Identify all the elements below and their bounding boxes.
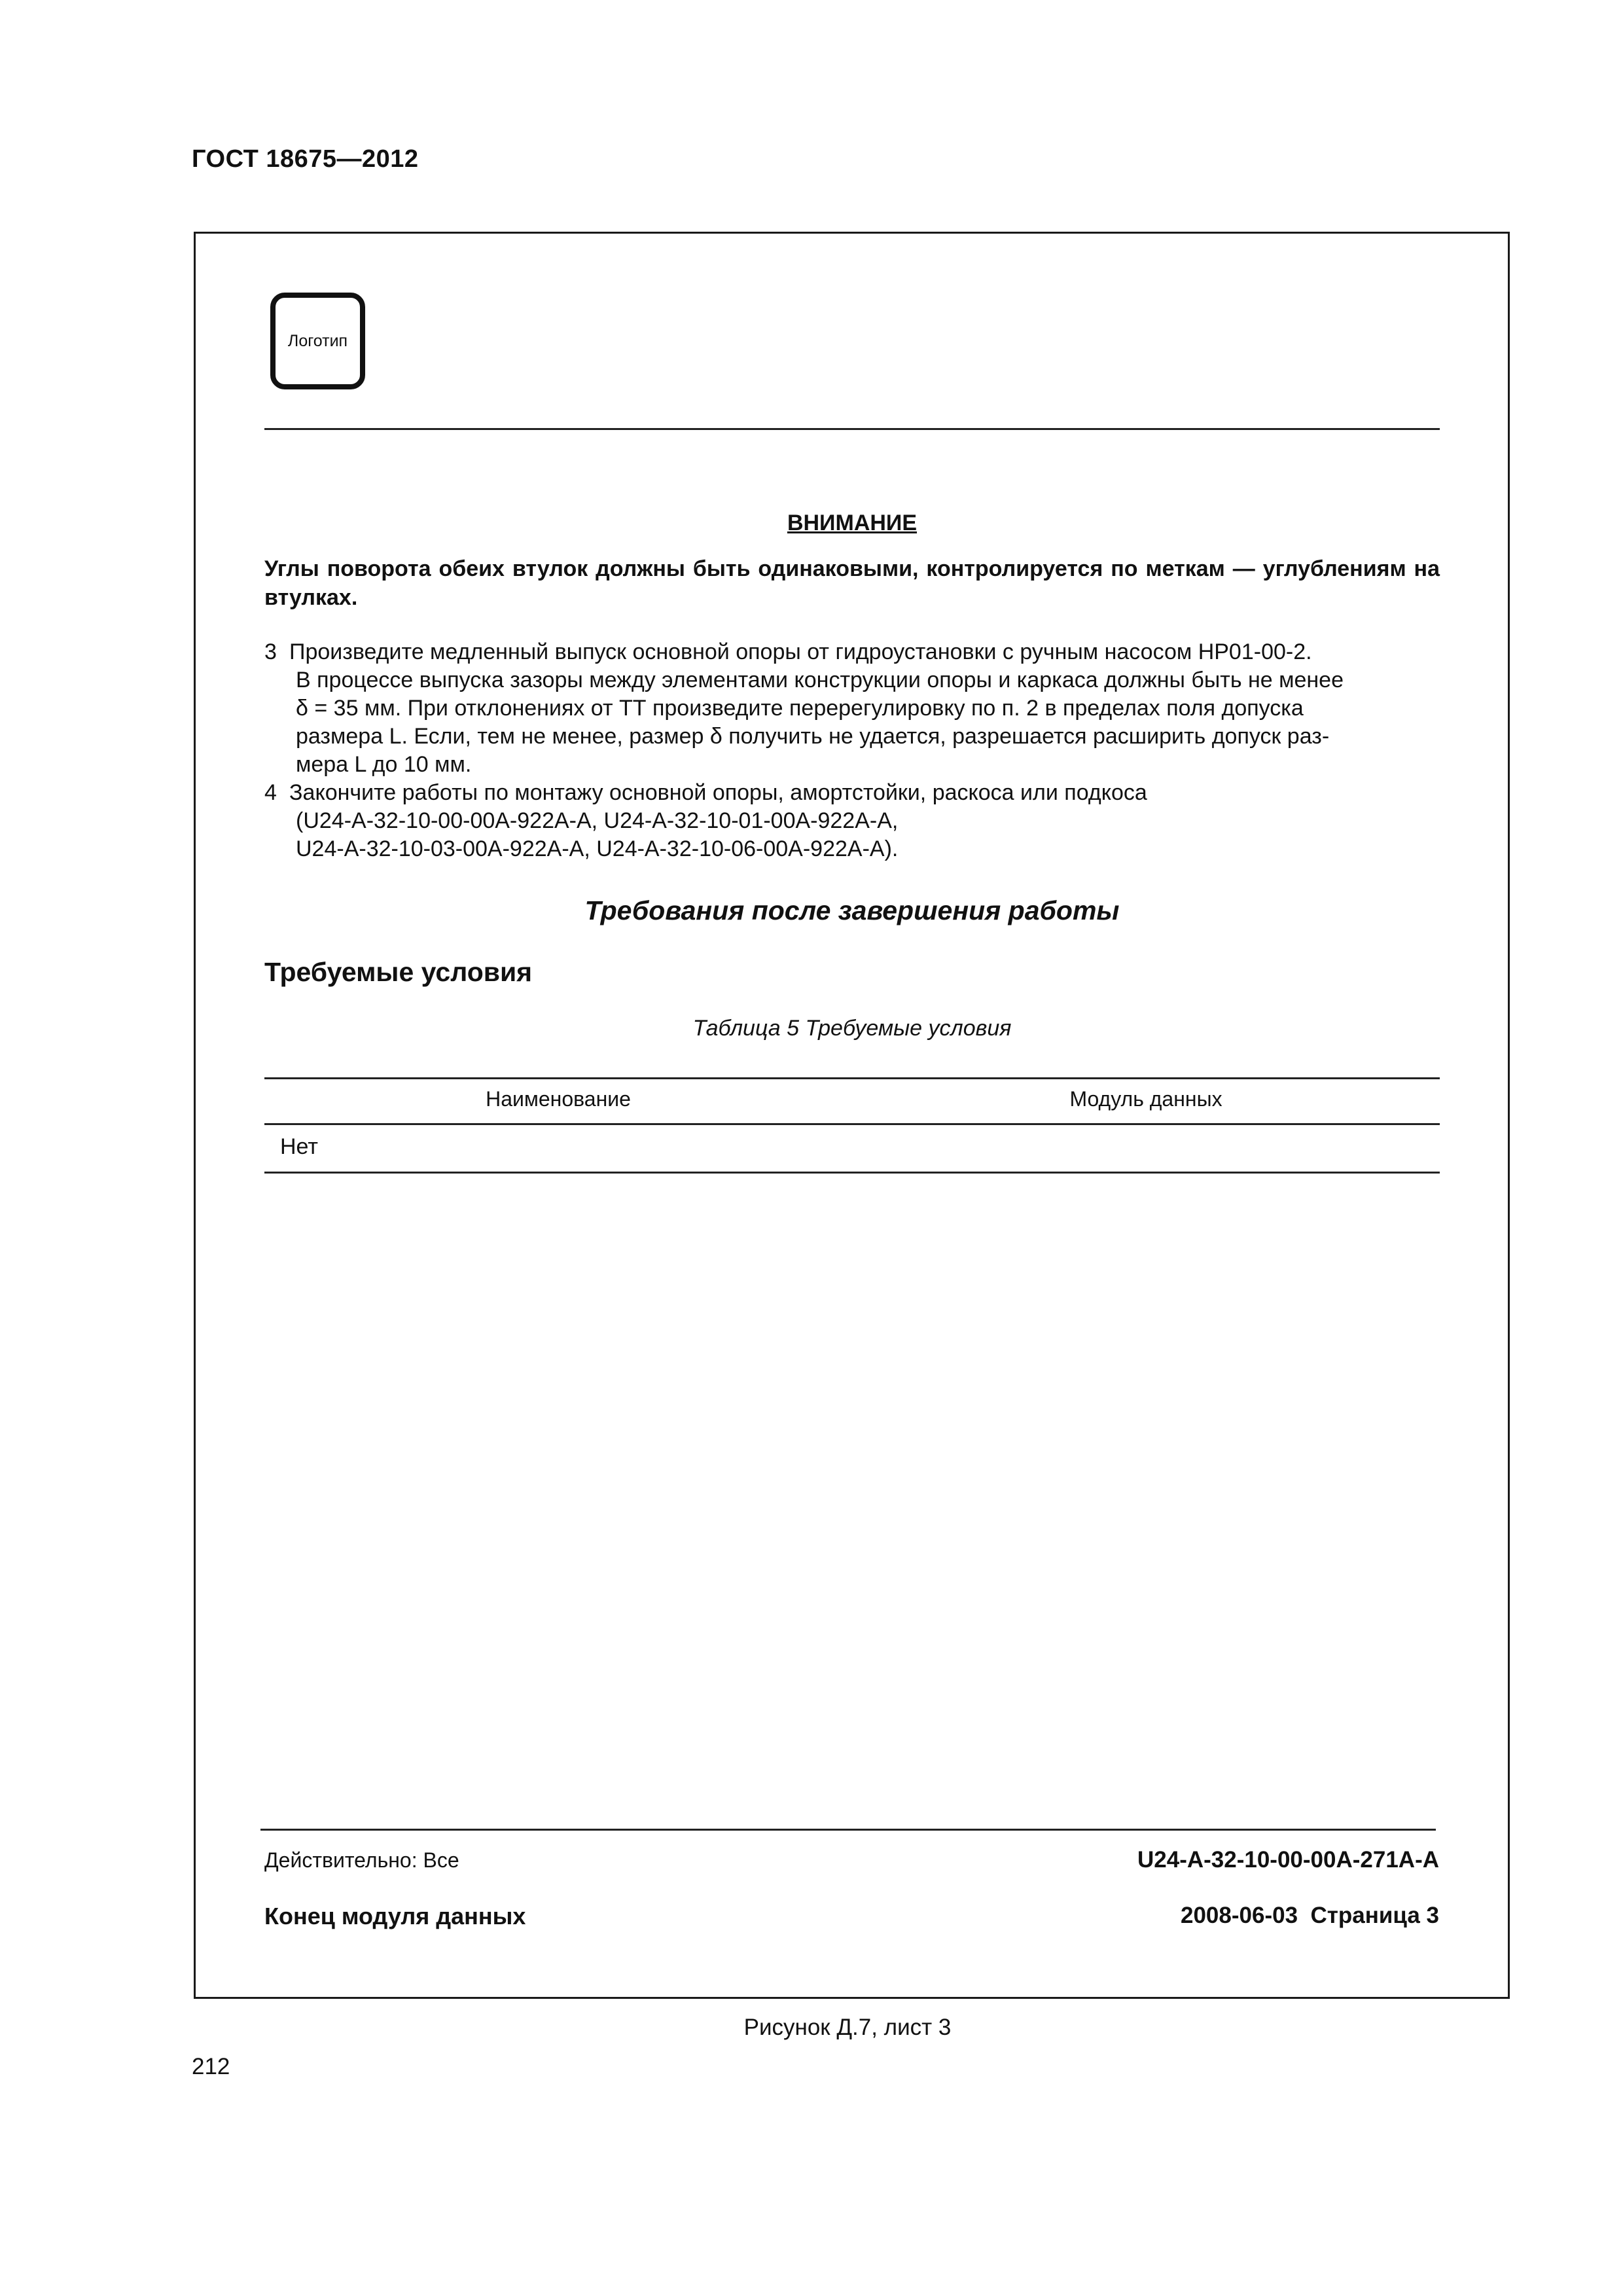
step-line: (U24-A-32-10-00-00A-922A-A, U24-A-32-10-01-00A-922A-A, bbox=[296, 808, 899, 833]
step-number: 4 bbox=[264, 780, 277, 805]
table-cell: Нет bbox=[280, 1134, 318, 1159]
table-caption: Таблица 5 Требуемые условия bbox=[692, 1016, 1012, 1041]
page-number: 212 bbox=[192, 2054, 230, 2079]
step-line: Произведите медленный выпуск основной опоры от гидроустановки с ручным насосом НР01-00-2. bbox=[289, 639, 1312, 664]
subheading: Требуемые условия bbox=[264, 957, 533, 987]
step-number: 3 bbox=[264, 639, 277, 664]
section-title: Требования после завершения работы bbox=[584, 895, 1120, 925]
table-top-rule bbox=[264, 1077, 1440, 1079]
data-module-code: U24-A-32-10-00-00A-271A-A bbox=[1137, 1847, 1439, 1873]
step-3 bbox=[264, 638, 1440, 779]
applicability: Действительно: Все bbox=[264, 1848, 459, 1872]
warning-text: Углы поворота обеих втулок должны быть одинаковыми, контролируется по меткам — углублениям на втулках. bbox=[264, 556, 1440, 610]
step-line: δ = 35 мм. При отклонениях от ТТ произведите перерегулировку по п. 2 в пределах поля допуска bbox=[296, 696, 1304, 721]
footer-divider bbox=[260, 1829, 1436, 1831]
step-line: Закончите работы по монтажу основной опоры, амортстойки, раскоса или подкоса bbox=[289, 780, 1147, 805]
warning-title: ВНИМАНИЕ bbox=[787, 511, 918, 535]
data-module-frame bbox=[194, 232, 1510, 1999]
standard-header: ГОСТ 18675—2012 bbox=[192, 145, 419, 173]
figure-caption: Рисунок Д.7, лист 3 bbox=[743, 2015, 952, 2040]
table-header-rule bbox=[264, 1123, 1440, 1125]
step-line: мера L до 10 мм. bbox=[296, 752, 472, 777]
issue-date-page: 2008-06-03 Страница 3 bbox=[1181, 1903, 1439, 1928]
step-line: В процессе выпуска зазоры между элементами конструкции опоры и каркаса должны быть не менее bbox=[296, 668, 1344, 692]
logo-label: Логотип bbox=[287, 331, 348, 350]
table-header-module: Модуль данных bbox=[1069, 1087, 1222, 1111]
header-divider bbox=[264, 428, 1440, 430]
table-bottom-rule bbox=[264, 1172, 1440, 1174]
logo-placeholder bbox=[270, 293, 365, 389]
step-line: U24-A-32-10-03-00A-922A-A, U24-A-32-10-06-00A-922A-A). bbox=[296, 836, 899, 861]
step-line: размера L. Если, тем не менее, размер δ получить не удается, разрешается расширить допуск раз- bbox=[296, 724, 1330, 749]
end-of-module: Конец модуля данных bbox=[264, 1903, 526, 1929]
table-header-name: Наименование bbox=[486, 1087, 631, 1111]
step-4 bbox=[264, 779, 1440, 863]
